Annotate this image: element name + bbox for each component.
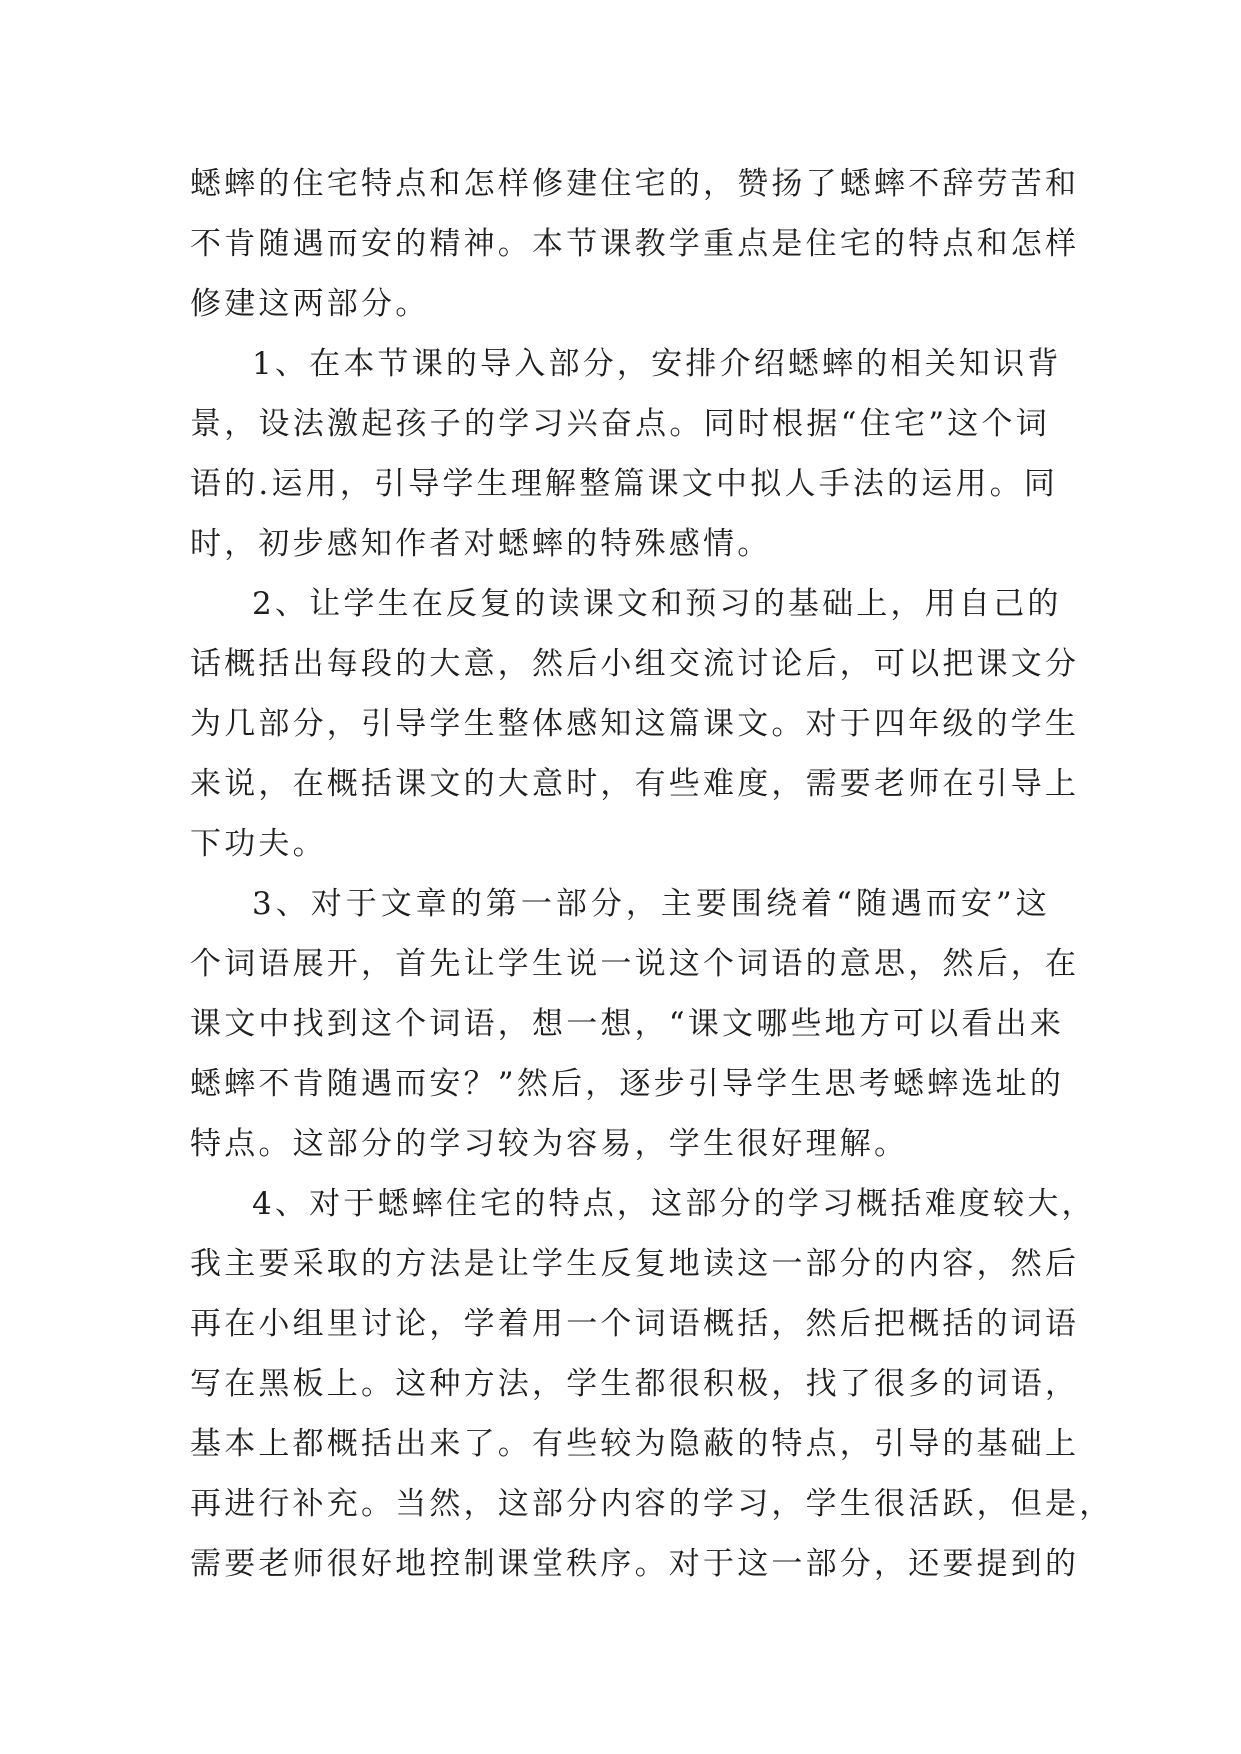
paragraph-line: 蟋蟀不肯随遇而安？”然后，逐步引导学生思考蟋蟀选址的 [190,1066,1065,1102]
paragraph-line: 再在小组里讨论，学着用一个词语概括，然后把概括的词语 [190,1306,1080,1342]
paragraph-line: 1、在本节课的导入部分，安排介绍蟋蟀的相关知识背 [252,346,1062,382]
paragraph-4 [190,874,1080,1174]
paragraph-line: 特点。这部分的学习较为容易，学生很好理解。 [190,1126,909,1162]
paragraph-line: 4、对于蟋蟀住宅的特点，这部分的学习概括难度较大， [252,1186,1096,1222]
paragraph-1 [190,154,1080,334]
paragraph-line: 蟋蟀的住宅特点和怎样修建住宅的，赞扬了蟋蟀不辞劳苦和 [190,166,1080,202]
paragraph-2 [190,334,1062,574]
paragraph-line: 为几部分，引导学生整体感知这篇课文。对于四年级的学生 [190,706,1080,742]
document-body [190,154,1114,1594]
paragraph-line: 2、让学生在反复的读课文和预习的基础上，用自己的 [252,586,1062,622]
paragraph-3 [190,574,1080,874]
paragraph-line: 写在黑板上。这种方法，学生都很积极，找了很多的词语， [190,1366,1080,1402]
paragraph-line: 语的.运用，引导学生理解整篇课文中拟人手法的运用。同 [190,466,1059,502]
paragraph-line: 时，初步感知作者对蟋蟀的特殊感情。 [190,526,772,562]
paragraph-line: 基本上都概括出来了。有些较为隐蔽的特点，引导的基础上 [190,1426,1080,1462]
paragraph-line: 不肯随遇而安的精神。本节课教学重点是住宅的特点和怎样 [190,226,1080,262]
paragraph-line: 下功夫。 [190,826,327,862]
paragraph-line: 修建这两部分。 [190,286,430,322]
paragraph-line: 我主要采取的方法是让学生反复地读这一部分的内容，然后 [190,1246,1080,1282]
paragraph-line: 3、对于文章的第一部分，主要围绕着“随遇而安”这 [252,886,1050,922]
paragraph-line: 再进行补充。当然，这部分内容的学习，学生很活跃，但是， [190,1486,1114,1522]
paragraph-line: 景，设法激起孩子的学习兴奋点。同时根据“住宅”这个词 [190,406,1050,442]
paragraph-line: 个词语展开，首先让学生说一说这个词语的意思，然后，在 [190,946,1080,982]
paragraph-line: 需要老师很好地控制课堂秩序。对于这一部分，还要提到的 [190,1546,1080,1582]
paragraph-line: 话概括出每段的大意，然后小组交流讨论后，可以把课文分 [190,646,1080,682]
paragraph-line: 课文中找到这个词语，想一想，“课文哪些地方可以看出来 [190,1006,1065,1042]
paragraph-5 [190,1174,1114,1594]
paragraph-line: 来说，在概括课文的大意时，有些难度，需要老师在引导上 [190,766,1080,802]
